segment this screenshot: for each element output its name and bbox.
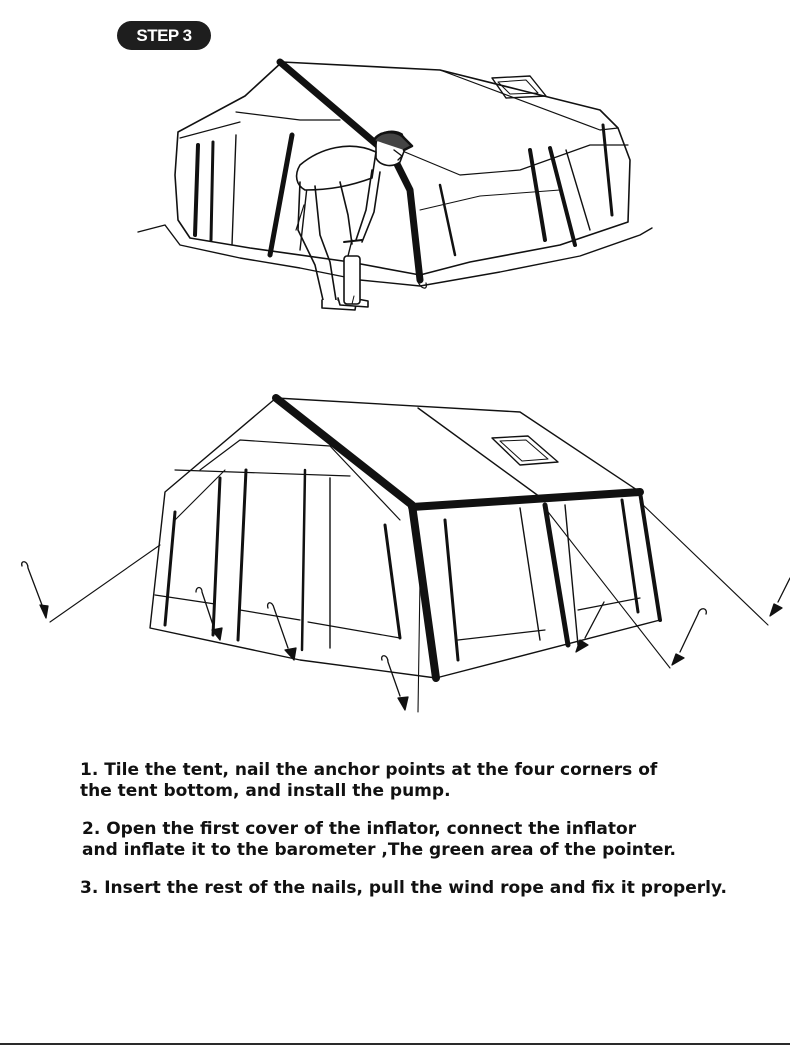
instruction-2-line-1: 2. Open the first cover of the inflator, connect the inflator	[82, 819, 637, 839]
instruction-3	[80, 878, 770, 899]
instruction-2	[80, 819, 770, 861]
instruction-2-line-2: and inflate it to the barometer ,The green area of the pointer.	[82, 840, 676, 860]
bottom-divider	[0, 1043, 790, 1045]
step-badge-label: STEP 3	[136, 25, 192, 45]
inflated-tent	[150, 398, 660, 678]
instructions-list	[80, 760, 770, 916]
instruction-3-line-1: 3. Insert the rest of the nails, pull the wind rope and fix it properly.	[80, 878, 727, 898]
instruction-1-line-1: 1. Tile the tent, nail the anchor points at the four corners of	[80, 760, 658, 780]
instruction-1	[80, 760, 770, 802]
instruction-1-line-2: the tent bottom, and install the pump.	[80, 781, 451, 801]
